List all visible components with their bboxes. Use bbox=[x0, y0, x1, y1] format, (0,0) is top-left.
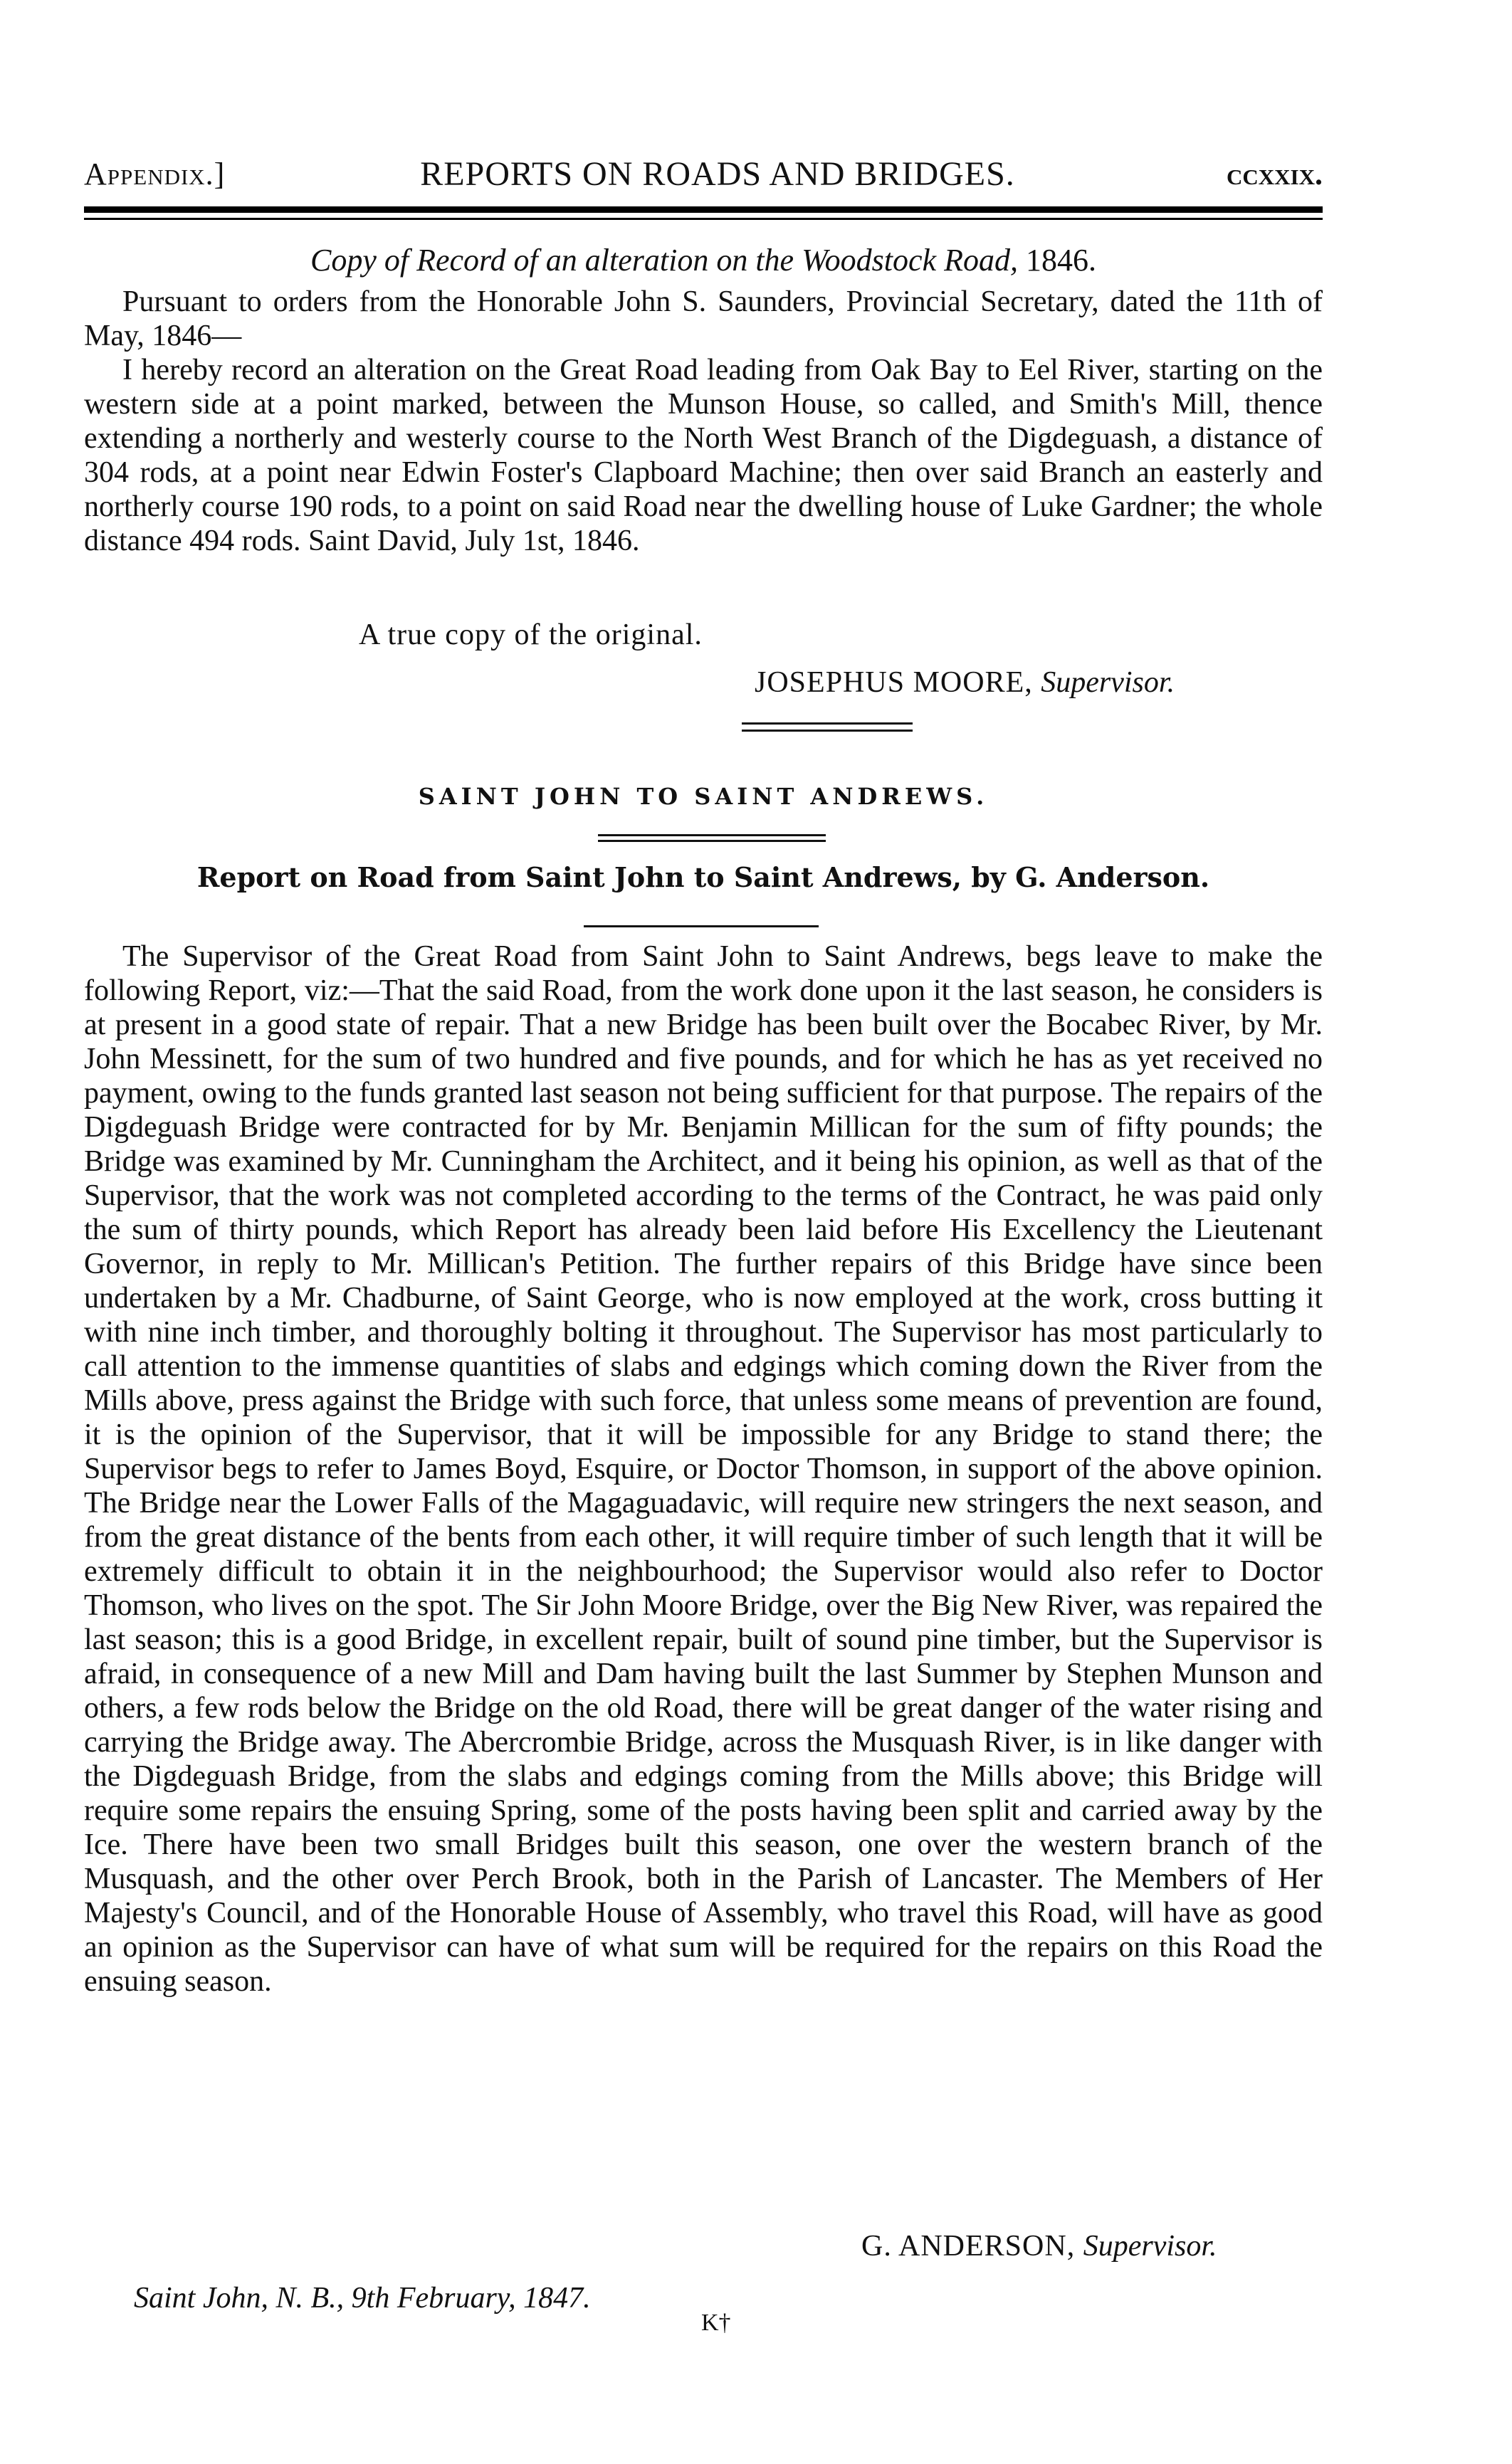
report-body bbox=[84, 939, 1323, 1999]
report-signature-role: Supervisor. bbox=[1083, 2230, 1217, 2263]
record-body bbox=[84, 285, 1323, 558]
record-signature bbox=[755, 665, 1175, 700]
separator-rule-1 bbox=[742, 722, 913, 725]
running-head-left: Appendix.] bbox=[84, 157, 226, 191]
record-paragraph-1: Pursuant to orders from the Honorable John S. Saunders, Provincial Secretary, dated the 11th of May, 1846— bbox=[84, 285, 1323, 352]
record-signature-role: Supervisor. bbox=[1041, 666, 1175, 699]
record-signature-name: JOSEPHUS MOORE, bbox=[755, 666, 1033, 699]
report-signature bbox=[861, 2229, 1217, 2263]
report-signature-name: G. ANDERSON, bbox=[861, 2230, 1076, 2263]
header-rule-thick bbox=[84, 206, 1323, 213]
section-rule-2 bbox=[598, 840, 826, 842]
report-title-rule bbox=[584, 925, 819, 927]
record-heading-text: Copy of Record of an alteration on the Woodstock Road, bbox=[310, 243, 1018, 278]
record-heading bbox=[84, 242, 1323, 278]
true-copy-line: A true copy of the original. bbox=[359, 618, 703, 651]
report-paragraph: The Supervisor of the Great Road from Saint John to Saint Andrews, begs leave to make the following Report, viz:—That the said Road, from the work done upon it the last season, he considers is at present in a good state of repair. That a new Bridge has been built over the Bocabec River, by Mr. John Messinett, for the sum of two hundred and five pounds, and for which he has as yet received no payment, owing to the funds granted last season not being sufficient for that purpose. The repairs of the Digdeguash Bridge were contracted for by Mr. Benjamin Millican for the sum of fifty pounds; the Bridge was examined by Mr. Cunningham the Architect, and it being his opinion, as well as that of the Supervisor, that the work was not completed according to the terms of the Contract, he was paid only the sum of thirty pounds, which Report has already been laid before His Excellency the Lieutenant Governor, in reply to Mr. Millican's Petition. The further repairs of this Bridge have since been undertaken by a Mr. Chadburne, of Saint George, who is now employed at the work, cross butting it with nine inch timber, and thoroughly bolting it throughout. The Supervisor has most particularly to call attention to the immense quantities of slabs and edgings which coming down the River from the Mills above, press against the Bridge with such force, that unless some means of prevention are found, it is the opinion of the Supervisor, that it will be impossible for any Bridge to stand there; the Supervisor begs to refer to James Boyd, Esquire, or Doctor Thomson, in support of the above opinion. The Bridge near the Lower Falls of the Magaguadavic, will require new stringers the next season, and from the great distance of the bents from each other, it will require timber of such length that it will be extremely difficult to obtain it in the neighbourhood; the Supervisor would also refer to Doctor Thomson, who lives on the spot. The Sir John Moore Bridge, over the Big New River, was repaired the last season; this is a good Bridge, in excellent repair, built of sound pine timber, but the Supervisor is afraid, in consequence of a new Mill and Dam having built the last Summer by Stephen Munson and others, a few rods below the Bridge on the old Road, there will be great danger of the water rising and carrying the Bridge away. The Abercrombie Bridge, across the Musquash River, is in like danger with the Digdeguash Bridge, from the slabs and edgings coming from the Mills above; this Bridge will require some repairs the ensuing Spring, some of the posts having been split and carried away by the Ice. There have been two small Bridges built this season, one over the western branch of the Musquash, and the other over Perch Brook, both in the Parish of Lancaster. The Members of Her Majesty's Council, and of the Honorable House of Assembly, who travel this Road, will have as good an opinion as the Supervisor can have of what sum will be required for the repairs on this Road the ensuing season. bbox=[84, 940, 1323, 1998]
sheet-signature-mark: K† bbox=[701, 2310, 731, 2336]
record-paragraph-2: I hereby record an alteration on the Great Road leading from Oak Bay to Eel River, starting on the western side at a point marked, between the Munson House, so called, and Smith's Mill, thence extending a northerly and westerly course to the North West Branch of the Digdeguash, a distance of 304 rods, at a point near Edwin Foster's Clapboard Machine; then over said Branch an easterly and northerly course 190 rods, to a point on said Road near the dwelling house of Luke Gardner; the whole distance 494 rods. Saint David, July 1st, 1846. bbox=[84, 354, 1323, 557]
record-heading-year: 1846. bbox=[1025, 243, 1096, 278]
running-head-title: REPORTS ON ROADS AND BRIDGES. bbox=[420, 155, 1015, 193]
section-title: SAINT JOHN TO SAINT ANDREWS. bbox=[418, 783, 989, 810]
header-rule-thin bbox=[84, 218, 1323, 220]
place-date: Saint John, N. B., 9th February, 1847. bbox=[134, 2282, 591, 2315]
separator-rule-2 bbox=[742, 730, 913, 732]
section-rule-1 bbox=[598, 834, 826, 836]
page-number: ccxxix. bbox=[1227, 157, 1323, 191]
report-title: Report on Road from Saint John to Saint Andrews, by G. Anderson. bbox=[196, 861, 1210, 893]
running-head bbox=[84, 153, 1323, 196]
